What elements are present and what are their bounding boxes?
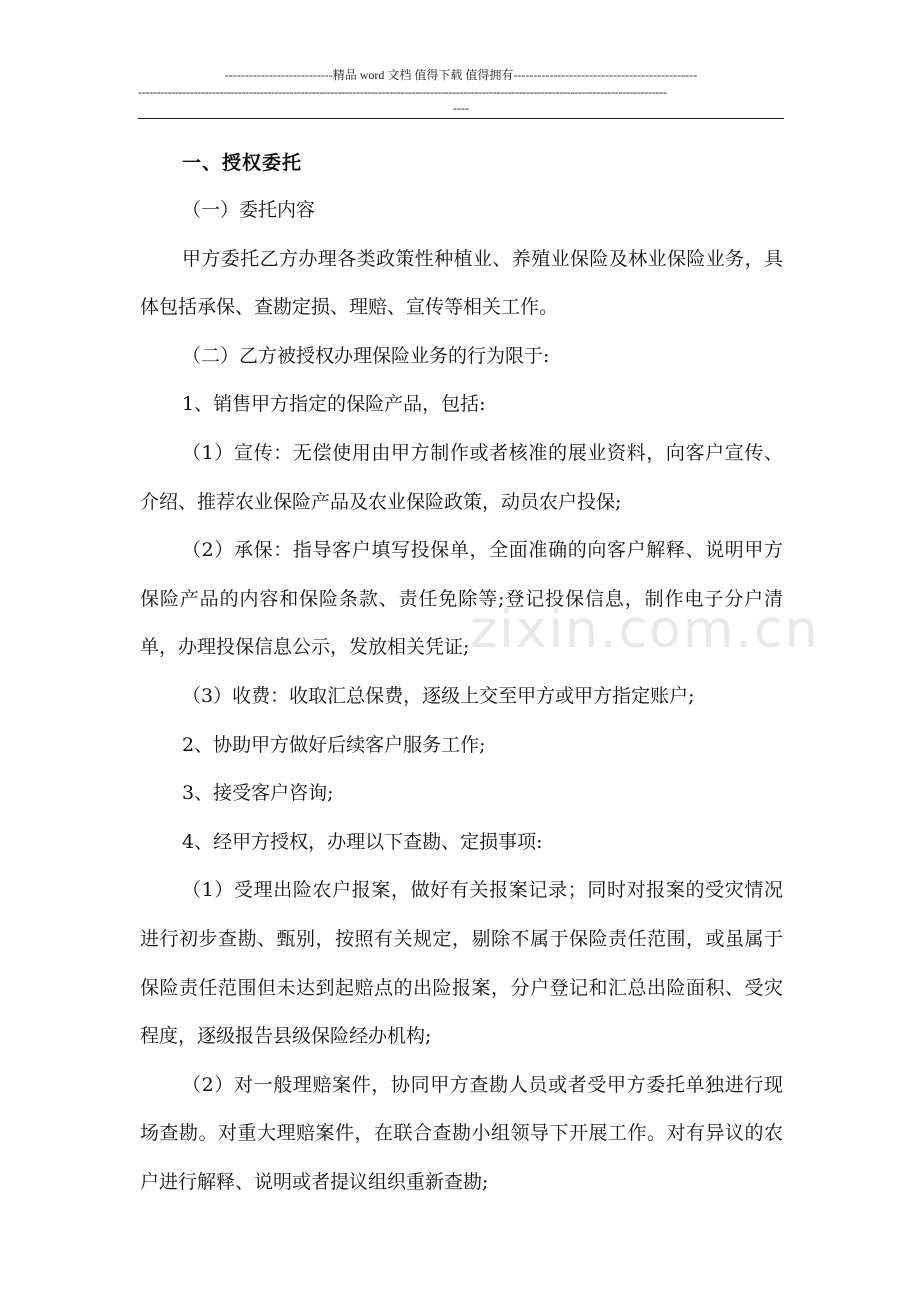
- paragraph: （1）受理出险农户报案，做好有关报案记录；同时对报案的受灾情况进行初步查勘、甄别，按照有关规定，剔除不属于保险责任范围，或虽属于保险责任范围但未达到起赔点的出险报案，分户登记和汇总出险面积、受灾程度，逐级报告县级保险经办机构;: [140, 879, 783, 1048]
- paragraph: （2）对一般理赔案件，协同甲方查勘人员或者受甲方委托单独进行现场查勘。对重大理赔案件，在联合查勘小组领导下开展工作。对有异议的农户进行解释、说明或者提议组织重新查勘;: [140, 1073, 783, 1193]
- paragraph: （2）承保：指导客户填写投保单，全面准确的向客户解释、说明甲方保险产品的内容和保险条款、责任免除等;登记投保信息，制作电子分户清单，办理投保信息公示，发放相关凭证;: [140, 539, 783, 659]
- paragraph: 2、协助甲方做好后续客户服务工作;: [182, 733, 486, 756]
- page-header-dashes: -----------------------------------------------------------------------------------------------------------------------------------------------: [138, 85, 667, 99]
- page-header-banner: ---------------------------精品 word 文档 值得下载 值得拥有----------------------------------------------: [224, 68, 698, 82]
- paragraph: （1）宣传：无偿使用由甲方制作或者核准的展业资料，向客户宣传、介绍、推荐农业保险产品及农业保险政策，动员农户投保;: [140, 441, 783, 513]
- paragraph: （一）委托内容: [182, 199, 316, 221]
- paragraph: （3）收费：收取汇总保费，逐级上交至甲方或甲方指定账户;: [182, 684, 695, 707]
- paragraph: 甲方委托乙方办理各类政策性种植业、养殖业保险及林业保险业务，具体包括承保、查勘定损、理赔、宣传等相关工作。: [140, 247, 783, 319]
- paragraph: （二）乙方被授权办理保险业务的行为限于:: [182, 344, 550, 367]
- section-title: 一、授权委托: [182, 152, 303, 174]
- page-header-dashes-tail: ----: [453, 101, 469, 115]
- document-body: [140, 140, 783, 1206]
- header-rule: [138, 118, 784, 119]
- paragraph: 4、经甲方授权，办理以下查勘、定损事项:: [182, 830, 543, 853]
- paragraph: 3、接受客户咨询;: [182, 782, 334, 805]
- watermark: zixin.com.cn: [470, 600, 820, 660]
- paragraph: 1、销售甲方指定的保险产品，包括:: [182, 393, 486, 416]
